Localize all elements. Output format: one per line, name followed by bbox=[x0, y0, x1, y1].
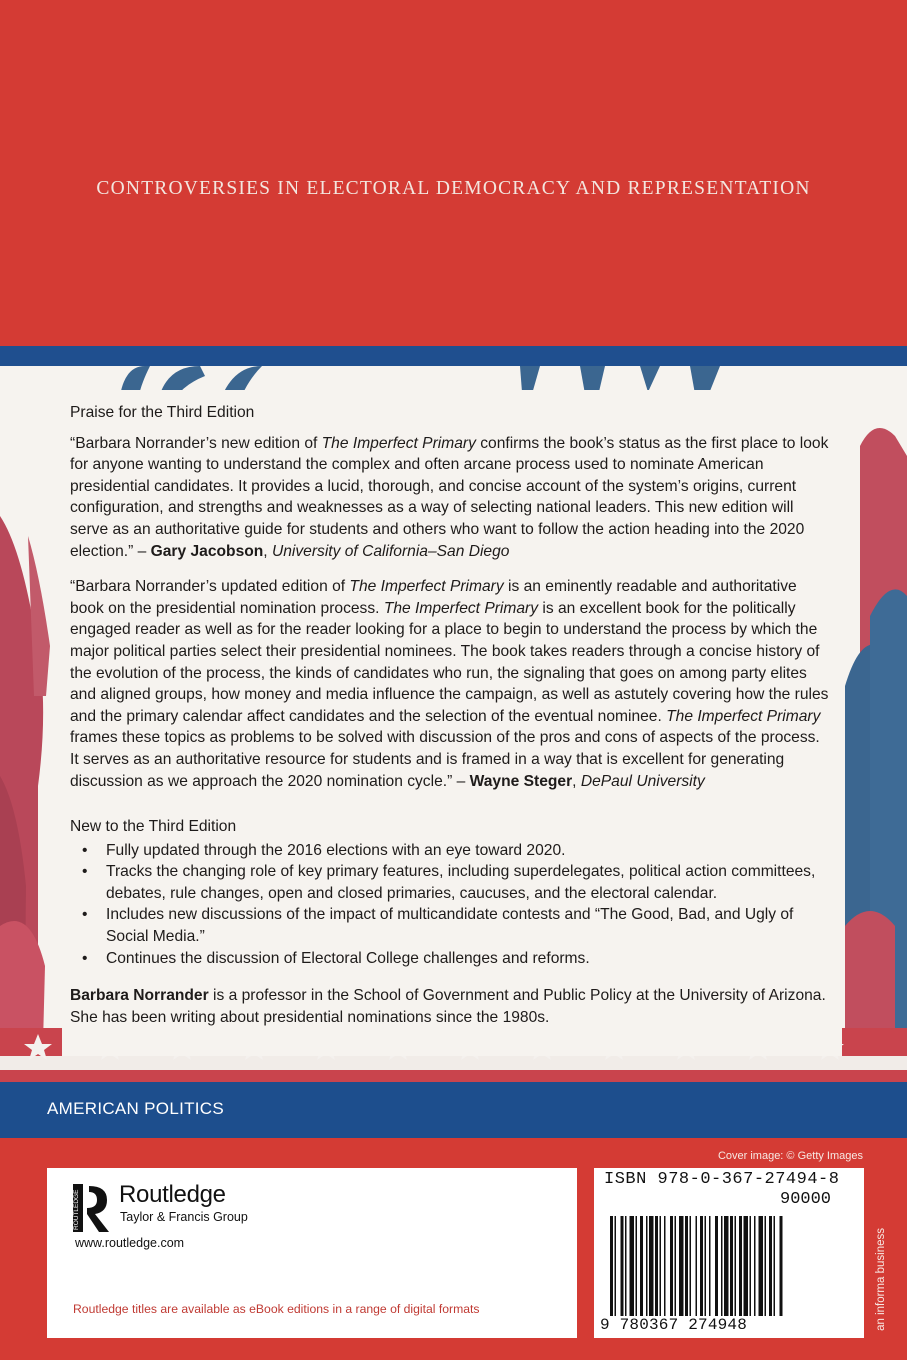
list-item: • Includes new discussions of the impact of multicandidate contests and “The Good, Bad, and Ugly of Social Media.” bbox=[70, 904, 832, 947]
author-name: Barbara Norrander bbox=[70, 987, 209, 1005]
blurb bbox=[70, 402, 832, 1028]
isbn-box bbox=[594, 1168, 864, 1338]
review-quote-1: “Barbara Norrander’s new edition of The Imperfect Primary confirms the book’s status as the first place to look for anyone wanting to understand the complex and often arcane process used to nominate American presidential candidates. It provides a lucid, thorough, and concise account of the system’s origins, current configuration, and strengths and weaknesses as a way of selecting national leaders. This new edition will serve as an authoritative guide for students and others who want to follow the action heading into the 2020 election.” – Gary Jacobson, University of California–San Diego bbox=[70, 434, 829, 560]
subject-band bbox=[0, 1082, 907, 1138]
book-title: The Imperfect Primary bbox=[383, 599, 539, 617]
bio-text: is a professor in the School of Government and Public Policy at the University of Arizona. She has been writing about presidential nominations since the 1980s. bbox=[70, 987, 826, 1026]
quote-text: “Barbara Norrander’s new edition of bbox=[70, 434, 322, 452]
barcode-icon bbox=[610, 1216, 848, 1316]
quote-text: is an eminently readable and authoritative book on the presidential nomination process. bbox=[70, 578, 797, 617]
quote-text: is an excellent book for the politically engaged reader as well as for the reader looking for a place to begin to understand the process by which the major political parties select their presidential nominees. The book takes readers through a concise history of the evolution of the process, the kinds of candidates who run, the signaling that goes on among party elites and aligned groups, how money and media influence the campaign, as well as astutely covering how the rules and the primary calendar affect candidates and the selection of the eventual nominee. bbox=[70, 599, 829, 725]
publisher-url[interactable]: www.routledge.com bbox=[75, 1236, 185, 1250]
list-item: • Fully updated through the 2016 elections with an eye toward 2020. bbox=[70, 840, 832, 862]
publisher-group: Taylor & Francis Group bbox=[120, 1210, 248, 1224]
content-panel bbox=[0, 366, 907, 1082]
author-bio bbox=[70, 985, 832, 1028]
praise-heading: Praise for the Third Edition bbox=[70, 404, 255, 421]
list-item: • Tracks the changing role of key primary features, including superdelegates, political action committees, debates, rule changes, open and closed primaries, caucuses, and the electoral calendar. bbox=[70, 861, 832, 904]
list-item: • Continues the discussion of Electoral College challenges and reforms. bbox=[70, 948, 832, 970]
routledge-logo-icon bbox=[73, 1182, 113, 1242]
new-edition-heading: New to the Third Edition bbox=[70, 818, 237, 836]
publisher-box bbox=[47, 1168, 577, 1338]
reviewer-name: Gary Jacobson bbox=[150, 542, 264, 560]
review-quote-2: “Barbara Norrander’s updated edition of The Imperfect Primary is an eminently readable and authoritative book on the presidential nomination process. The Imperfect Primary is an excellent book for the politically engaged reader as well as for the reader looking for a place to begin to understand the process by which the major political parties select their presidential nominees. The book takes readers through a concise history of the evolution of the process, the kinds of candidates who run, the signaling that goes on among party elites and aligned groups, how money and media influence the campaign, as well as astutely covering how the rules and the primary calendar affect candidates and the selection of the eventual nominee. The Imperfect Primary frames these topics as problems to be solved with discussion of the pros and cons of aspects of the process. It serves as an authoritative resource for students and is framed in a way that is excellent for generating discussion as we approach the 2020 nomination cycle.” – Wayne Steger, DePaul University bbox=[70, 578, 829, 790]
cover-credit: Cover image: © Getty Images bbox=[717, 1150, 863, 1162]
top-red-band bbox=[0, 0, 907, 346]
publisher-logo bbox=[73, 1182, 273, 1242]
book-title: The Imperfect Primary bbox=[349, 578, 504, 596]
bottom-band bbox=[0, 1138, 907, 1360]
book-title: The Imperfect Primary bbox=[321, 434, 476, 452]
isbn-digits: 9 780367 274948 bbox=[600, 1316, 748, 1334]
quote-text: “Barbara Norrander’s updated edition of bbox=[70, 578, 350, 596]
subject-label: AMERICAN POLITICS bbox=[47, 1099, 225, 1118]
price-code: 90000 bbox=[780, 1190, 832, 1209]
book-title: The Imperfect Primary bbox=[666, 707, 821, 725]
ebook-note: Routledge titles are available as eBook editions in a range of digital formats bbox=[73, 1302, 480, 1316]
publisher-name: Routledge bbox=[119, 1181, 226, 1208]
navy-stripe bbox=[0, 346, 907, 366]
new-features-list bbox=[70, 840, 832, 970]
reviewer-affiliation: DePaul University bbox=[580, 772, 705, 790]
reviewer-name: Wayne Steger bbox=[469, 772, 573, 790]
reviewer-affiliation: University of California–San Diego bbox=[271, 542, 510, 560]
informa-label: an informa business bbox=[875, 1228, 887, 1331]
isbn-label: ISBN 978-0-367-27494-8 bbox=[604, 1170, 840, 1189]
series-title: CONTROVERSIES IN ELECTORAL DEMOCRACY AND REPRESENTATION bbox=[96, 178, 811, 199]
quote-text: confirms the book’s status as the first place to look for anyone wanting to understand the complex and often arcane process used to nominate American presidential candidates. It provides a lucid, thorough, and concise account of the system’s origins, current configuration, and strengths and weaknesses as a way of selecting national leaders. This new edition will serve as an authoritative guide for students and others who want to follow the action heading into the 2020 election.” – bbox=[70, 434, 829, 560]
logo-vertical-text: ROUTLEDGE bbox=[73, 1189, 80, 1230]
quote-text: frames these topics as problems to be solved with discussion of the pros and cons of aspects of the process. It serves as an authoritative resource for students and is framed in a way that is excellent for generating discussion as we approach the 2020 nomination cycle.” – bbox=[70, 729, 820, 790]
